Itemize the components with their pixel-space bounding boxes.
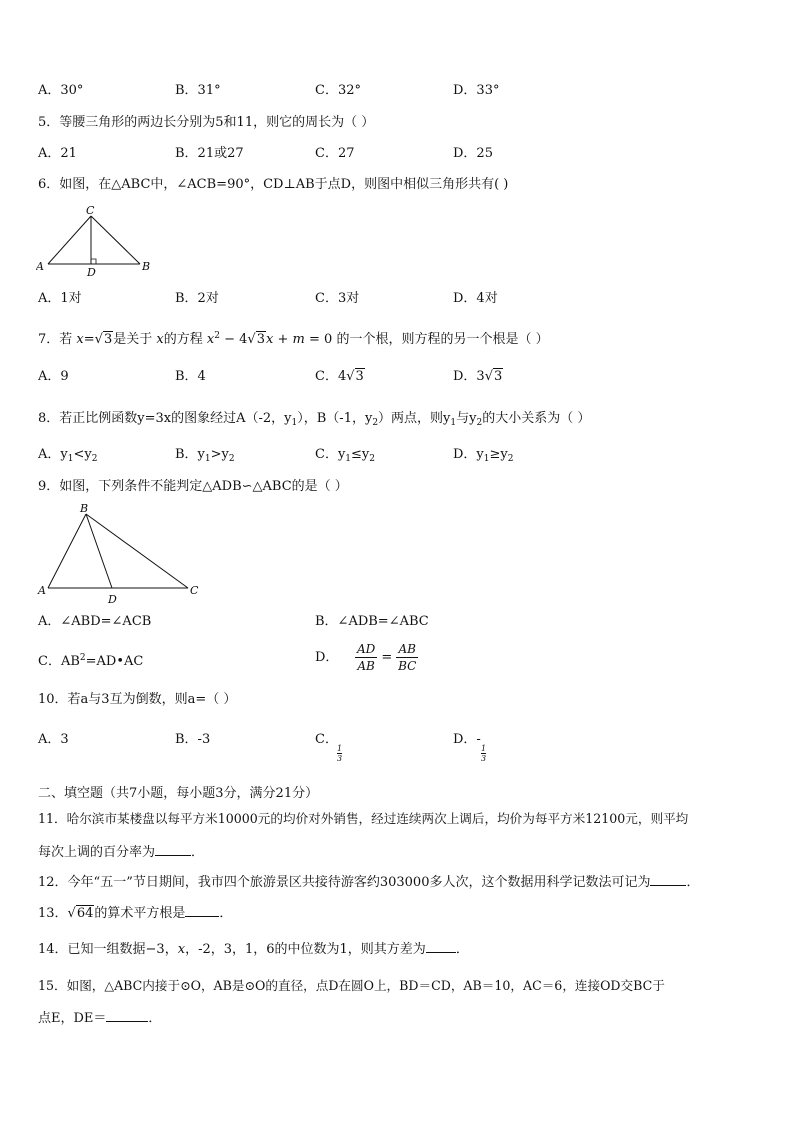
q8-option-b: B．$y_1>y_2$ (175, 447, 235, 464)
q6-option-c: C．3对 (315, 291, 360, 306)
q11-text-line1: 11．哈尔滨市某楼盘以每平方米10000元的均价对外销售，经过连续两次上调后，均价为每平方米12100元，则平均 (38, 811, 689, 826)
q6-label-a: A (36, 260, 44, 273)
q9-segment-bd (86, 514, 112, 588)
q9-label-a: A (38, 584, 46, 597)
q6-option-b: B．2对 (175, 291, 219, 306)
q9-label-b: B (80, 502, 89, 515)
q6-segment-ac (48, 216, 91, 264)
q5-option-d: D．25 (453, 146, 493, 161)
q5-option-a: A．21 (38, 146, 77, 161)
q10-option-c: C． (315, 732, 338, 747)
q7-option-d: D．3√3 (453, 369, 503, 384)
q6-label-c: C (86, 204, 95, 217)
q15-answer-blank (106, 1021, 148, 1022)
q4-option-c: C．32° (315, 83, 361, 98)
q9-option-a: A．∠ABD=∠ACB (38, 614, 152, 629)
q15-text-line2: 点E，DE＝ ． (38, 1011, 162, 1026)
q14-text: 14．已知一组数据−3，x，-2，3，1，6的中位数为1，则其方差为 ． (38, 942, 469, 957)
q6-segment-bc (91, 216, 140, 264)
q8-option-a: A．$y_1<y_2$ (38, 447, 98, 464)
q9-label-d: D (108, 593, 117, 606)
q5-option-b: B．21或27 (175, 146, 244, 161)
q14-answer-blank (426, 952, 456, 953)
q6-right-angle-mark (91, 259, 96, 264)
q6-option-a: A．1对 (38, 291, 82, 306)
q9-segment-bc (86, 514, 188, 588)
q8-option-c: C．$y_1\le y_2$ (315, 447, 376, 464)
q10-text: 10．若a与3互为倒数，则a=（ ） (38, 692, 237, 707)
q9-option-b: B．∠ADB=∠ABC (315, 614, 429, 629)
q11-text-line2: 每次上调的百分率为 ． (38, 845, 205, 860)
q4-option-d: D．33° (453, 83, 500, 98)
q4-option-a: A．30° (38, 83, 84, 98)
q9-segment-ab (48, 514, 86, 588)
q8-text: 8．若正比例函数y=3x的图象经过A（-2，$y_1$），B（-1，$y_2$）两点，则$y_1$与$y_2$的大小关系为（ ） (38, 411, 591, 428)
section-fill-in-blank-header: 二、填空题（共7小题，每小题3分，满分21分） (38, 786, 319, 801)
q10-option-d-fraction: 1 3 (481, 744, 487, 763)
q7-option-b: B．4 (175, 369, 206, 384)
q7-option-c: C．4√3 (315, 369, 364, 384)
q5-text: 5．等腰三角形的两边长分别为5和11，则它的周长为（ ） (38, 115, 375, 130)
q12-text: 12．今年“五一”节日期间，我市四个旅游景区共接待游客约303000多人次，这个数据用科学记数法可记为 ． (38, 875, 700, 890)
q13-answer-blank (185, 916, 219, 917)
q10-option-d: D．- (453, 732, 481, 747)
q6-triangle-figure (36, 204, 156, 276)
q9-triangle-figure (36, 500, 206, 606)
q10-option-b: B．-3 (175, 732, 211, 747)
q8-option-d: D．$y_1\ge y_2$ (453, 447, 514, 464)
q9-option-c: C．$AB^2=AD•AC$ (38, 653, 144, 669)
q6-label-b: B (142, 260, 151, 273)
q7-option-a: A．9 (38, 369, 69, 384)
q13-text: 13．√64的算术平方根是 ． (38, 906, 233, 921)
q5-option-c: C．27 (315, 146, 355, 161)
q9-label-c: C (190, 584, 199, 597)
q15-text-line1: 15．如图，△ABC内接于⊙O，AB是⊙O的直径，点D在圆O上，BD＝CD，AB＝10，AC＝6，连接OD交BC于 (38, 978, 665, 993)
q9-text: 9．如图，下列条件不能判定△ADB∽△ABC的是（ ） (38, 479, 348, 494)
q11-answer-blank (155, 855, 191, 856)
q10-option-c-fraction: 1 3 (337, 744, 343, 763)
q6-text: 6．如图，在△ABC中，∠ACB=90°，CD⊥AB于点D，则图中相似三角形共有( ) (38, 177, 509, 192)
q9-fraction-ad-ab: $\frac{AD}{AB}$ (356, 642, 376, 673)
q9-fraction-ab-bc: $\frac{AB}{BC}$ (398, 642, 417, 673)
q12-answer-blank (650, 885, 686, 886)
q10-option-a: A．3 (38, 732, 69, 747)
q7-text: 7．若 x=√3是关于 x的方程 $x^2 - 4√3x + m = 0$ 的一个根，则方程的另一个根是（ ） (38, 331, 549, 347)
q4-option-b: B．31° (175, 83, 221, 98)
q6-option-d: D．4对 (453, 291, 498, 306)
q6-label-d: D (87, 266, 96, 276)
q9-option-d: D． $\frac{AD}{AB}$ = $\frac{AB}{BC}$ (315, 642, 417, 673)
